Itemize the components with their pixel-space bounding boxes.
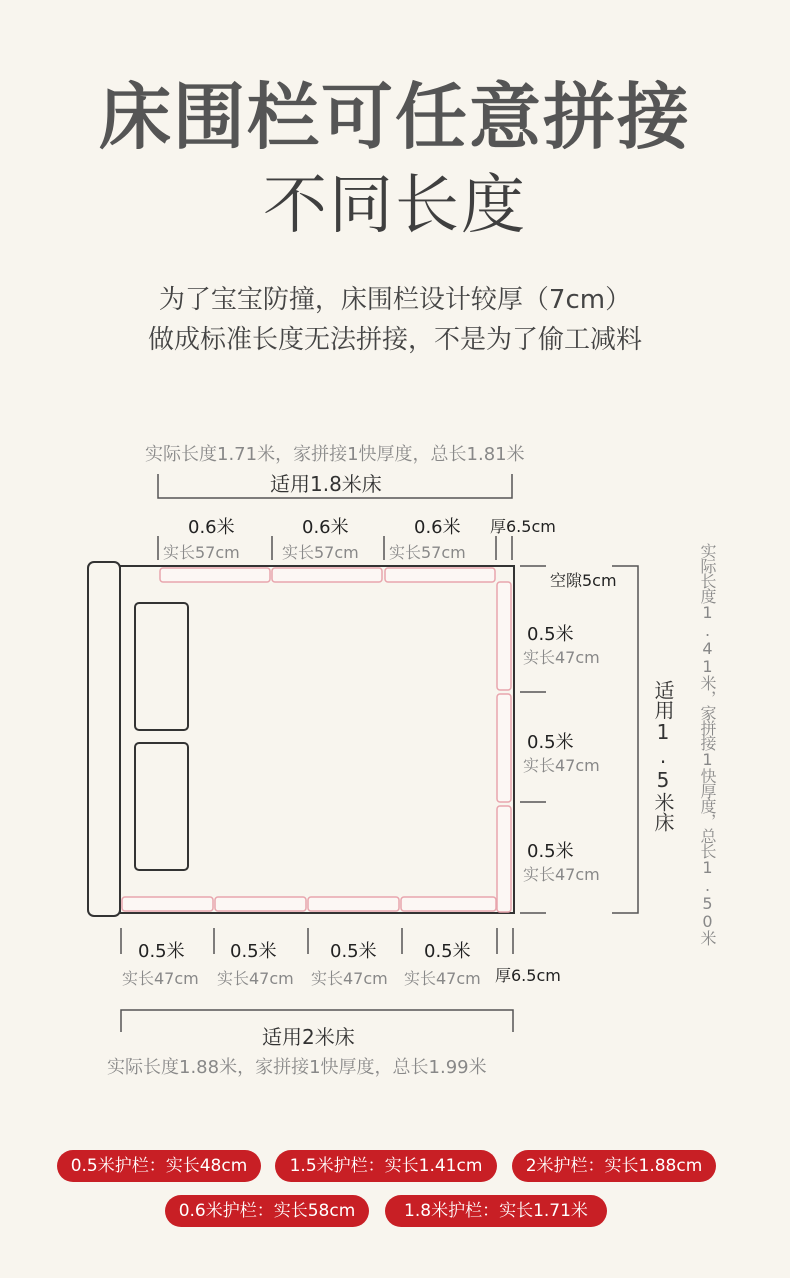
bottom-thickness: 厚6.5cm xyxy=(495,966,561,985)
right-rail-2 xyxy=(497,694,511,802)
spec-badge-0-5m: 0.5米护栏：实长48cm xyxy=(57,1150,261,1182)
bottom-fit-label: 适用2米床 xyxy=(262,1025,355,1049)
main-subtitle: 不同长度 xyxy=(263,169,527,243)
spec-badge-1-5m: 1.5米护栏：实长1.41cm xyxy=(275,1150,497,1182)
right-fit-label: 适用1.5米床 xyxy=(651,680,675,832)
bottom-panel-4-size: 0.5米 xyxy=(424,941,471,962)
top-panel-2-size: 0.6米 xyxy=(302,517,349,538)
bottom-rail-2 xyxy=(215,897,306,911)
description-line-2: 做成标准长度无法拼接，不是为了偷工减料 xyxy=(147,325,642,355)
top-panel-3-size: 0.6米 xyxy=(414,517,461,538)
right-gap: 空隙5cm xyxy=(550,571,617,590)
headboard xyxy=(88,562,120,916)
right-panel-2-size: 0.5米 xyxy=(527,732,574,753)
right-rail-3 xyxy=(497,806,511,912)
top-panel-1-actual: 实长57cm xyxy=(163,543,240,562)
right-rail-1 xyxy=(497,582,511,690)
bottom-rail-4 xyxy=(401,897,496,911)
top-rail-1 xyxy=(160,568,270,582)
bottom-panel-1-size: 0.5米 xyxy=(138,941,185,962)
right-panel-3-size: 0.5米 xyxy=(527,841,574,862)
bottom-rail-3 xyxy=(308,897,399,911)
top-rail-3 xyxy=(385,568,495,582)
pillow-top xyxy=(135,603,188,730)
bottom-rail-1 xyxy=(122,897,213,911)
spec-badge-2m: 2米护栏：实长1.88cm xyxy=(512,1150,716,1182)
top-panel-1-size: 0.6米 xyxy=(188,517,235,538)
description-line-1: 为了宝宝防撞，床围栏设计较厚（7cm） xyxy=(158,285,632,315)
right-fit-bracket xyxy=(612,566,638,913)
main-title: 床围栏可任意拼接 xyxy=(98,75,691,159)
top-fit-label: 适用1.8米床 xyxy=(270,472,382,496)
bottom-panel-2-actual: 实长47cm xyxy=(217,969,294,988)
spec-badge-1-8m: 1.8米护栏：实长1.71米 xyxy=(385,1195,607,1227)
top-note: 实际长度1.71米，家拼接1快厚度，总长1.81米 xyxy=(145,444,525,465)
right-panel-1-size: 0.5米 xyxy=(527,624,574,645)
spec-badge-0-6m: 0.6米护栏：实长58cm xyxy=(165,1195,369,1227)
bottom-note: 实际长度1.88米，家拼接1快厚度，总长1.99米 xyxy=(107,1057,487,1078)
top-rail-2 xyxy=(272,568,382,582)
pillow-bottom xyxy=(135,743,188,870)
top-thickness: 厚6.5cm xyxy=(490,517,556,536)
bottom-panel-2-size: 0.5米 xyxy=(230,941,277,962)
right-panel-1-actual: 实长47cm xyxy=(523,648,600,667)
right-panel-3-actual: 实长47cm xyxy=(523,865,600,884)
top-panel-2-actual: 实长57cm xyxy=(282,543,359,562)
top-panel-3-actual: 实长57cm xyxy=(389,543,466,562)
bottom-panel-3-actual: 实长47cm xyxy=(311,969,388,988)
bottom-panel-1-actual: 实长47cm xyxy=(122,969,199,988)
right-panel-2-actual: 实长47cm xyxy=(523,756,600,775)
right-note: 实际长度1.41米，家拼接1快厚度，总长1.50米 xyxy=(698,543,717,945)
bottom-panel-4-actual: 实长47cm xyxy=(404,969,481,988)
bottom-panel-3-size: 0.5米 xyxy=(330,941,377,962)
